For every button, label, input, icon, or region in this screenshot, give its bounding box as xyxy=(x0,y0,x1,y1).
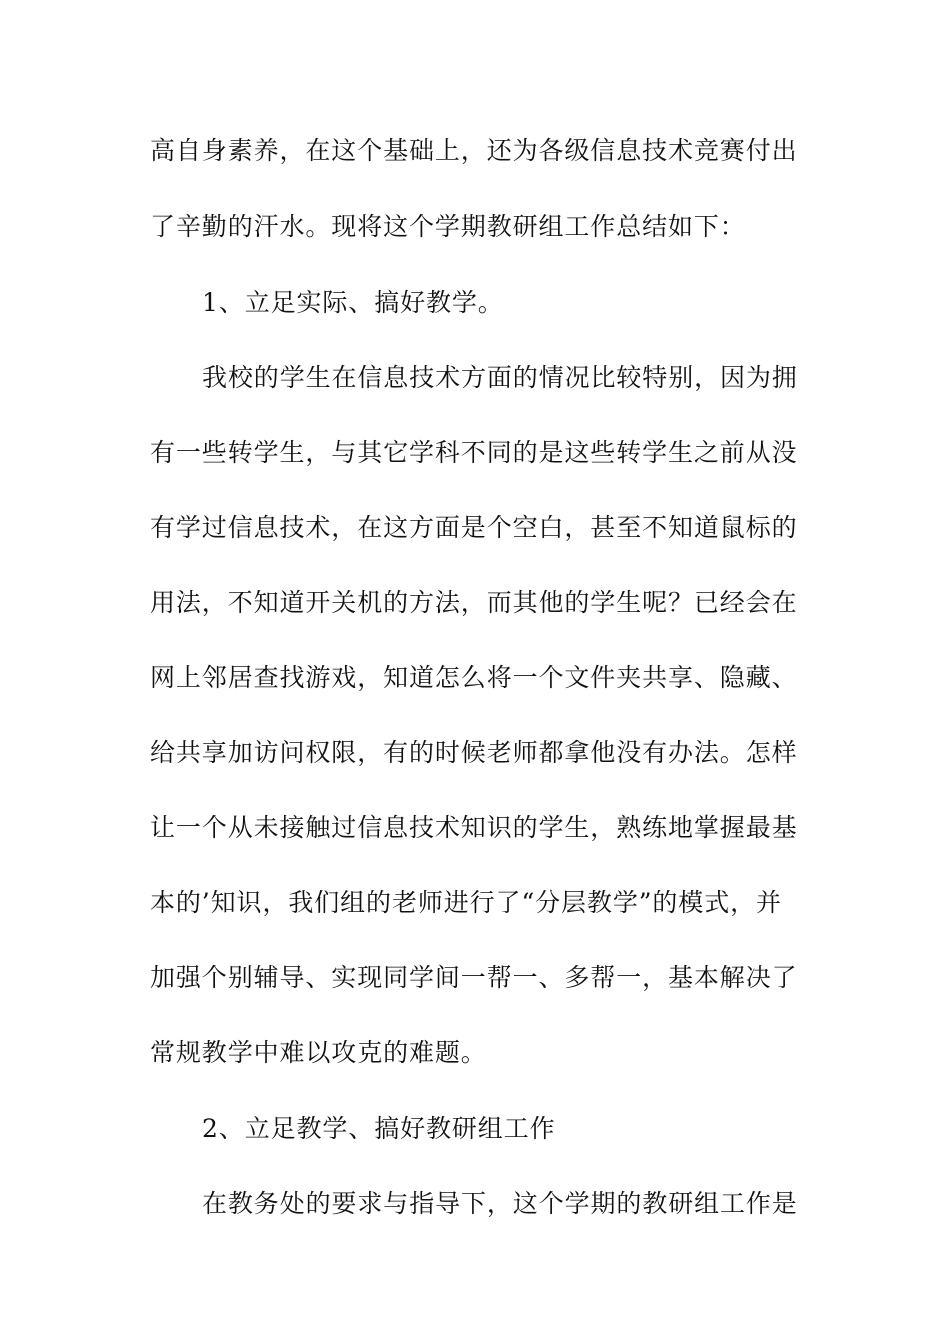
text-line-5: 有一些转学生，与其它学科不同的是这些转学生之前从没 xyxy=(150,438,798,467)
text-line-10: 让一个从未接触过信息技术知识的学生，熟练地掌握最基 xyxy=(150,813,798,842)
text-line-1: 高自身素养，在这个基础上，还为各级信息技术竞赛付出 xyxy=(150,136,798,165)
text-line-13: 常规教学中难以攻克的难题。 xyxy=(150,1038,487,1067)
text-line-12: 加强个别辅导、实现同学间一帮一、多帮一，基本解决了 xyxy=(150,963,798,992)
section-heading-2: 2、立足教学、搞好教研组工作 xyxy=(202,1114,556,1143)
text-line-11: 本的’知识，我们组的老师进行了“分层教学”的模式，并 xyxy=(150,888,782,917)
text-line-2: 了辛勤的汗水。现将这个学期教研组工作总结如下： xyxy=(150,212,746,241)
section-heading-1: 1、立足实际、搞好教学。 xyxy=(202,288,504,317)
text-line-8: 网上邻居查找游戏，知道怎么将一个文件夹共享、隐藏、 xyxy=(150,663,798,692)
text-line-9: 给共享加访问权限，有的时候老师都拿他没有办法。怎样 xyxy=(150,738,798,767)
text-line-7: 用法，不知道开关机的方法，而其他的学生呢？已经会在 xyxy=(150,588,798,617)
text-line-6: 有学过信息技术，在这方面是个空白，甚至不知道鼠标的 xyxy=(150,513,798,542)
text-line-4: 我校的学生在信息技术方面的情况比较特别，因为拥 xyxy=(202,363,798,392)
text-line-15: 在教务处的要求与指导下，这个学期的教研组工作是 xyxy=(202,1189,798,1218)
